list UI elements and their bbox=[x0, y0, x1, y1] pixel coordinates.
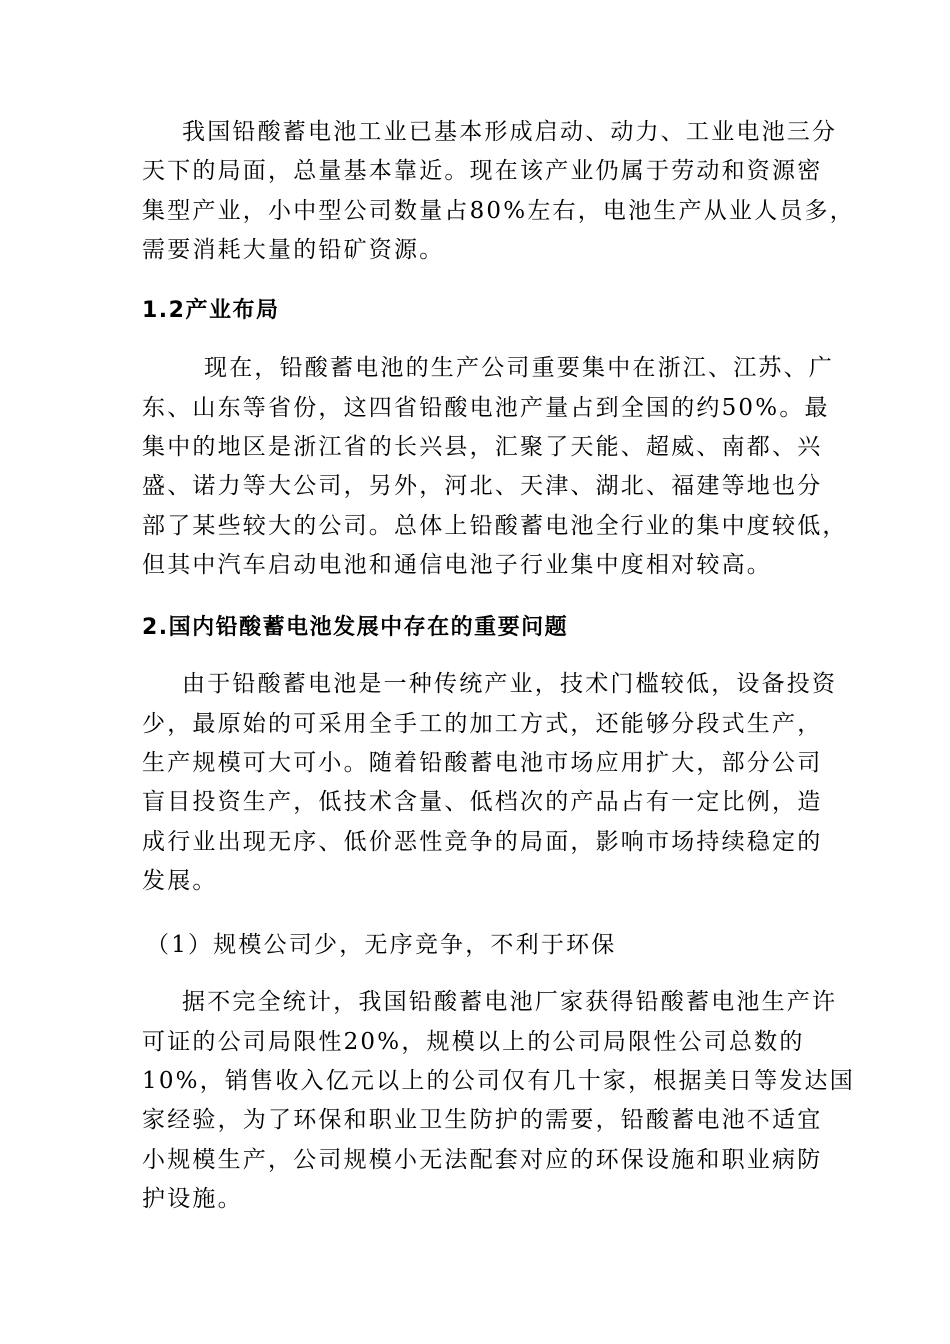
section-heading-1-2: 1.2产业布局 bbox=[142, 298, 280, 323]
paragraph-4-line-1: 据不完全统计，我国铅酸蓄电池厂家获得铅酸蓄电池生产许 bbox=[182, 989, 838, 1015]
paragraph-2-line-1: 现在，铅酸蓄电池的生产公司重要集中在浙江、江苏、广 bbox=[204, 355, 834, 381]
paragraph-4-line-6: 护设施。 bbox=[142, 1186, 243, 1212]
paragraph-1-line-3: 集型产业，小中型公司数量占80%左右，电池生产从业人员多， bbox=[142, 198, 855, 224]
paragraph-4-line-2: 可证的公司局限性20%，规模以上的公司局限性公司总数的 bbox=[142, 1029, 805, 1055]
paragraph-3-line-6: 发展。 bbox=[142, 868, 218, 894]
paragraph-1-line-4: 需要消耗大量的铅矿资源。 bbox=[142, 237, 445, 263]
paragraph-2-line-2: 东、山东等省份，这四省铅酸电池产量占到全国的约50%。最 bbox=[142, 395, 830, 421]
paragraph-2-line-5: 部了某些较大的公司。总体上铅酸蓄电池全行业的集中度较低， bbox=[142, 513, 848, 539]
paragraph-4-line-3: 10%，销售收入亿元以上的公司仅有几十家，根据美日等发达国 bbox=[142, 1068, 855, 1094]
paragraph-4-line-4: 家经验，为了环保和职业卫生防护的需要，铅酸蓄电池不适宜 bbox=[142, 1107, 823, 1133]
paragraph-2-line-4: 盛、诺力等大公司，另外，河北、天津、湖北、福建等地也分 bbox=[142, 473, 823, 499]
paragraph-4-line-5: 小规模生产，公司规模小无法配套对应的环保设施和职业病防 bbox=[142, 1147, 823, 1173]
paragraph-2-line-3: 集中的地区是浙江省的长兴县，汇聚了天能、超威、南都、兴 bbox=[142, 434, 823, 460]
section-heading-2: 2.国内铅酸蓄电池发展中存在的重要问题 bbox=[142, 615, 569, 640]
paragraph-3-line-1: 由于铅酸蓄电池是一种传统产业，技术门槛较低，设备投资 bbox=[182, 671, 838, 697]
paragraph-1-line-2: 天下的局面，总量基本靠近。现在该产业仍属于劳动和资源密 bbox=[142, 158, 823, 184]
paragraph-3-line-4: 盲目投资生产，低技术含量、低档次的产品占有一定比例，造 bbox=[142, 789, 823, 815]
paragraph-3-line-2: 少，最原始的可采用全手工的加工方式，还能够分段式生产， bbox=[142, 711, 823, 737]
paragraph-3-line-5: 成行业出现无序、低价恶性竞争的局面，影响市场持续稳定的 bbox=[142, 829, 823, 855]
paragraph-2-line-6: 但其中汽车启动电池和通信电池子行业集中度相对较高。 bbox=[142, 552, 772, 578]
paragraph-1-line-1: 我国铅酸蓄电池工业已基本形成启动、动力、工业电池三分 bbox=[182, 119, 838, 145]
subsection-heading-1: （1）规模公司少，无序竞争，不利于环保 bbox=[146, 932, 617, 958]
paragraph-3-line-3: 生产规模可大可小。随着铅酸蓄电池市场应用扩大，部分公司 bbox=[142, 750, 823, 776]
